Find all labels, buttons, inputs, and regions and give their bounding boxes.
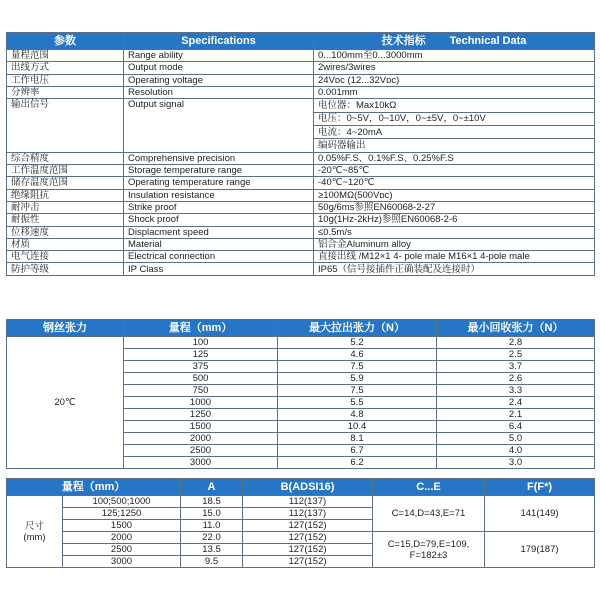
spec-param-cn: 分辨率 bbox=[7, 86, 124, 98]
tension-range: 1000 bbox=[124, 397, 278, 409]
spec-value: 0.05%F.S、0.1%F.S、0.25%F.S bbox=[314, 152, 595, 164]
spec-param-cn: 综合精度 bbox=[7, 152, 124, 164]
spec-row bbox=[7, 238, 595, 250]
spec-param-cn: 储存温度范围 bbox=[7, 177, 124, 189]
tension-header-row bbox=[7, 320, 595, 337]
dims-a: 22.0 bbox=[181, 532, 243, 544]
spec-param-en: Resolution bbox=[124, 86, 314, 98]
spec-row bbox=[7, 263, 595, 275]
spec-header-specifications: Specifications bbox=[124, 33, 314, 50]
spec-value: 50g/6ms参照EN60068-2-27 bbox=[314, 201, 595, 213]
tension-range: 1500 bbox=[124, 421, 278, 433]
spec-row bbox=[7, 86, 595, 98]
dims-header-a: A bbox=[181, 479, 243, 496]
dims-header-b: B(ADSI16) bbox=[243, 479, 373, 496]
tension-range: 500 bbox=[124, 373, 278, 385]
tension-range: 100 bbox=[124, 337, 278, 349]
spec-table bbox=[6, 32, 595, 276]
spec-row bbox=[7, 50, 595, 62]
spec-param-en: Output signal bbox=[124, 99, 314, 153]
spec-value: IP65（信号接插件正确装配及连接时） bbox=[314, 263, 595, 275]
dims-a: 13.5 bbox=[181, 544, 243, 556]
tension-max: 5.9 bbox=[278, 373, 437, 385]
dims-range: 2500 bbox=[63, 544, 181, 556]
dims-a: 11.0 bbox=[181, 520, 243, 532]
spec-row bbox=[7, 62, 595, 74]
tension-range: 125 bbox=[124, 349, 278, 361]
tension-range: 1250 bbox=[124, 409, 278, 421]
tension-range: 3000 bbox=[124, 457, 278, 469]
dims-range: 3000 bbox=[63, 556, 181, 568]
dims-a: 9.5 bbox=[181, 556, 243, 568]
tension-max: 4.8 bbox=[278, 409, 437, 421]
dims-row bbox=[7, 496, 595, 508]
spec-row bbox=[7, 226, 595, 238]
dimensions-table bbox=[6, 478, 595, 568]
spec-param-en: Storage temperature range bbox=[124, 165, 314, 177]
spec-param-en: Displacment speed bbox=[124, 226, 314, 238]
tension-max: 6.2 bbox=[278, 457, 437, 469]
tension-range: 2500 bbox=[124, 445, 278, 457]
spec-param-cn: 材质 bbox=[7, 238, 124, 250]
dims-b: 112(137) bbox=[243, 496, 373, 508]
tension-header-range: 量程（mm） bbox=[124, 320, 278, 337]
spec-header-param: 参数 bbox=[7, 33, 124, 50]
tension-max: 8.1 bbox=[278, 433, 437, 445]
dims-label: 尺寸 (mm) bbox=[7, 496, 63, 568]
dims-header-range: 量程（mm） bbox=[7, 479, 181, 496]
dims-b: 127(152) bbox=[243, 556, 373, 568]
spec-param-cn: 绝缘阻抗 bbox=[7, 189, 124, 201]
dims-b: 127(152) bbox=[243, 520, 373, 532]
spec-param-cn: 出线方式 bbox=[7, 62, 124, 74]
spec-value: 直接出线 /M12×1 4- pole male M16×1 4-pole male bbox=[314, 251, 595, 263]
tension-max: 5.2 bbox=[278, 337, 437, 349]
spec-row bbox=[7, 201, 595, 213]
tension-min: 2.5 bbox=[437, 349, 595, 361]
tension-min: 5.0 bbox=[437, 433, 595, 445]
spec-param-en: Insulation resistance bbox=[124, 189, 314, 201]
spec-header-row bbox=[7, 33, 595, 50]
spec-param-cn: 耐冲击 bbox=[7, 201, 124, 213]
spec-value: 0...100mm至0...3000mm bbox=[314, 50, 595, 62]
spec-param-cn: 耐振性 bbox=[7, 214, 124, 226]
tension-temperature: 20℃ bbox=[7, 337, 124, 469]
spec-header-tech-cn: 技术指标 bbox=[381, 34, 426, 47]
spec-row bbox=[7, 165, 595, 177]
tension-header-label: 钢丝张力 bbox=[7, 320, 124, 337]
spec-param-cn: 防护等级 bbox=[7, 263, 124, 275]
spec-value: -40℃~120℃ bbox=[314, 177, 595, 189]
spec-value: -20℃~85℃ bbox=[314, 165, 595, 177]
tension-min: 6.4 bbox=[437, 421, 595, 433]
spec-param-en: Range ability bbox=[124, 50, 314, 62]
dims-range: 1500 bbox=[63, 520, 181, 532]
tension-max: 5.5 bbox=[278, 397, 437, 409]
spec-value: 电压：0~5V，0~10V，0~±5V，0~±10V bbox=[314, 112, 595, 125]
spec-param-en: Material bbox=[124, 238, 314, 250]
tension-min: 2.8 bbox=[437, 337, 595, 349]
dims-header-row bbox=[7, 479, 595, 496]
spec-param-en: Shock proof bbox=[124, 214, 314, 226]
tension-min: 3.0 bbox=[437, 457, 595, 469]
tension-header-min: 最小回收张力（N） bbox=[437, 320, 595, 337]
dims-ce-group2-line1: C=15,D=79,E=109, bbox=[387, 538, 470, 550]
dims-range: 100;500;1000 bbox=[63, 496, 181, 508]
spec-param-cn: 位移速度 bbox=[7, 226, 124, 238]
spec-row bbox=[7, 99, 595, 112]
spec-value: 电流：4~20mA bbox=[314, 125, 595, 138]
tension-max: 4.6 bbox=[278, 349, 437, 361]
spec-header-technical bbox=[314, 33, 595, 50]
dims-f-group1: 141(149) bbox=[485, 496, 595, 532]
spec-value: 铝合金Aluminum alloy bbox=[314, 238, 595, 250]
tension-min: 4.0 bbox=[437, 445, 595, 457]
tension-max: 6.7 bbox=[278, 445, 437, 457]
spec-param-en: Electrical connection bbox=[124, 251, 314, 263]
spec-param-cn: 输出信号 bbox=[7, 99, 124, 153]
spec-param-en: Comprehensive precision bbox=[124, 152, 314, 164]
spec-value: 电位器：Max10kΩ bbox=[314, 99, 595, 112]
dims-f-group2: 179(187) bbox=[485, 532, 595, 568]
dims-a: 18.5 bbox=[181, 496, 243, 508]
dims-ce-group1: C=14,D=43,E=71 bbox=[373, 496, 485, 532]
dims-row bbox=[7, 532, 595, 544]
spec-value: ≤0.5m/s bbox=[314, 226, 595, 238]
dims-header-f: F(F*) bbox=[485, 479, 595, 496]
spec-param-en: IP Class bbox=[124, 263, 314, 275]
tension-min: 2.6 bbox=[437, 373, 595, 385]
dims-range: 125;1250 bbox=[63, 508, 181, 520]
spec-param-en: Output mode bbox=[124, 62, 314, 74]
tension-range: 2000 bbox=[124, 433, 278, 445]
dims-a: 15.0 bbox=[181, 508, 243, 520]
spec-value: 10g(1Hz-2kHz)参照EN60068-2-6 bbox=[314, 214, 595, 226]
spec-row bbox=[7, 74, 595, 86]
spec-param-en: Operating voltage bbox=[124, 74, 314, 86]
dims-header-ce: C...E bbox=[373, 479, 485, 496]
spec-header-tech-en: Technical Data bbox=[449, 34, 527, 47]
tension-max: 10.4 bbox=[278, 421, 437, 433]
tension-row bbox=[7, 337, 595, 349]
dims-ce-group2-line2: F=182±3 bbox=[409, 549, 448, 561]
tension-min: 3.3 bbox=[437, 385, 595, 397]
spec-row bbox=[7, 189, 595, 201]
tension-range: 375 bbox=[124, 361, 278, 373]
spec-value: 0.001mm bbox=[314, 86, 595, 98]
spec-param-cn: 电气连接 bbox=[7, 251, 124, 263]
wire-tension-table bbox=[6, 319, 595, 469]
spec-param-en: Strike proof bbox=[124, 201, 314, 213]
dims-ce-group2 bbox=[373, 532, 485, 568]
spec-row bbox=[7, 152, 595, 164]
spec-row bbox=[7, 251, 595, 263]
tension-max: 7.5 bbox=[278, 361, 437, 373]
spec-row bbox=[7, 177, 595, 189]
spec-value: 24Vᴅᴄ (12...32Vᴅᴄ) bbox=[314, 74, 595, 86]
dims-b: 112(137) bbox=[243, 508, 373, 520]
spec-row bbox=[7, 214, 595, 226]
spec-value: ≥100MΩ(500Vᴅᴄ) bbox=[314, 189, 595, 201]
tension-max: 7.5 bbox=[278, 385, 437, 397]
spec-param-en: Operating temperature range bbox=[124, 177, 314, 189]
dims-range: 2000 bbox=[63, 532, 181, 544]
tension-min: 2.4 bbox=[437, 397, 595, 409]
tension-header-max: 最大拉出张力（N） bbox=[278, 320, 437, 337]
spec-param-cn: 工作温度范围 bbox=[7, 165, 124, 177]
tension-min: 2.1 bbox=[437, 409, 595, 421]
spec-param-cn: 工作电压 bbox=[7, 74, 124, 86]
spec-value: 2wires/3wires bbox=[314, 62, 595, 74]
tension-range: 750 bbox=[124, 385, 278, 397]
tension-min: 3.7 bbox=[437, 361, 595, 373]
spec-value: 编码器输出 bbox=[314, 139, 595, 152]
spec-param-cn: 量程范围 bbox=[7, 50, 124, 62]
dims-b: 127(152) bbox=[243, 544, 373, 556]
dims-b: 127(152) bbox=[243, 532, 373, 544]
